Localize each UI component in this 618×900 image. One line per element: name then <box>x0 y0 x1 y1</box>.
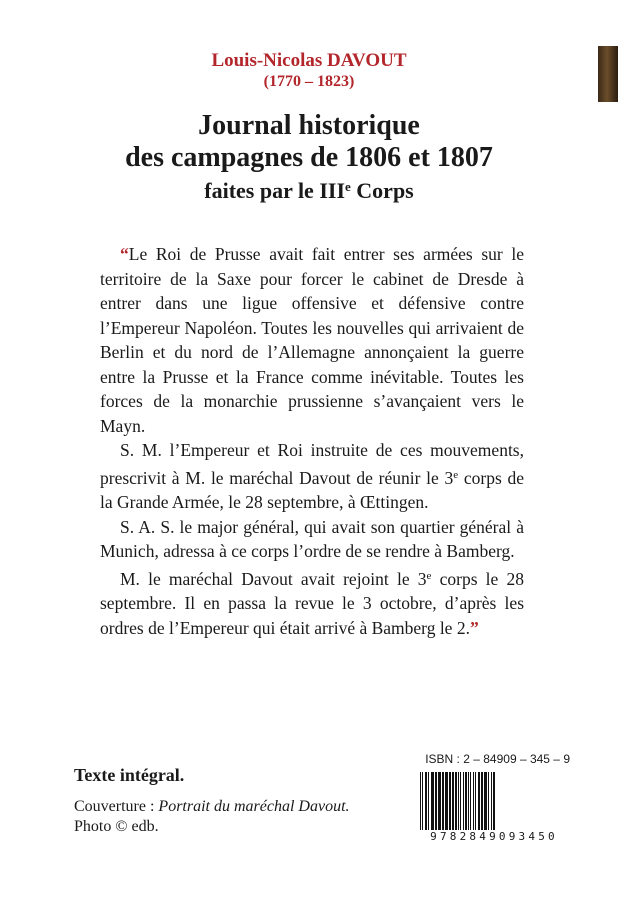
book-title-line-3: faites par le IIIe Corps <box>204 178 414 203</box>
barcode-bar <box>473 772 474 830</box>
barcode-bar <box>484 772 487 830</box>
barcode-bar <box>468 772 469 830</box>
barcode-bar <box>475 772 476 830</box>
barcode-bar <box>449 772 451 830</box>
barcode-bar <box>478 772 480 830</box>
back-cover-excerpt <box>100 242 524 640</box>
barcode-bar <box>420 772 421 830</box>
barcode-bar <box>425 772 427 830</box>
excerpt-paragraph: “Le Roi de Prusse avait fait entrer ses armées sur le territoire de la Saxe pour forcer le cabinet de Dresde à entrer dans une ligue offensive et défensive contre l’Empereur Napoléon. Toutes les nouvelles qui arrivaient de Berlin et du nord de l’Allemagne annonçaient la guerre entre la Prusse et la France comme inévitable. Toutes les forces de la monarchie prussienne s’avançaient vers le Mayn. <box>100 244 524 436</box>
barcode-bar <box>470 772 471 830</box>
barcode-bar <box>493 772 495 830</box>
barcode-bar <box>445 772 448 830</box>
barcode-digits: 9782849093450 <box>430 830 558 843</box>
barcode-bar <box>491 772 492 830</box>
barcode-bar <box>463 772 464 830</box>
barcode-bar <box>428 772 429 830</box>
author-dates: (1770 – 1823) <box>263 73 355 90</box>
barcode-bar <box>438 772 441 830</box>
barcode-bar <box>422 772 423 830</box>
full-text-note: Texte intégral. <box>74 765 185 785</box>
barcode-bar <box>455 772 457 830</box>
excerpt-paragraph: M. le maréchal Davout avait rejoint le 3e corps le 28 septembre. Il en passa la revue le 3 octobre, d’après les ordres de l’Empereur qui était arrivé à Bamberg le 2.” <box>100 568 524 638</box>
photo-credit: Photo © edb. <box>74 818 159 835</box>
cover-credit: Couverture : Portrait du maréchal Davout. Photo © edb. <box>74 798 350 835</box>
isbn-barcode <box>418 772 570 830</box>
barcode-bar <box>442 772 444 830</box>
author-name: Louis-Nicolas DAVOUT <box>211 50 407 71</box>
book-title-line-2: des campagnes de 1806 et 1807 <box>125 142 493 173</box>
excerpt-paragraph: S. A. S. le major général, qui avait son quartier général à Munich, adressa à ce corps l’ordre de se rendre à Bamberg. <box>100 516 524 561</box>
barcode-bar <box>431 772 434 830</box>
barcode-bar <box>458 772 459 830</box>
book-title-line-1: Journal historique <box>198 110 420 141</box>
close-quote-mark: ” <box>469 617 479 638</box>
barcode-bar <box>481 772 483 830</box>
isbn-label: ISBN : 2 – 84909 – 345 – 9 <box>425 752 570 766</box>
open-quote-mark: “ <box>120 244 129 264</box>
barcode-bar <box>435 772 437 830</box>
barcode-bar <box>465 772 467 830</box>
barcode-bar <box>488 772 489 830</box>
excerpt-paragraph: S. M. l’Empereur et Roi instruite de ces mouvements, prescrivit à M. le maréchal Davout de réunir le 3e corps de la Grande Armée, le 28 septembre, à Œttingen. <box>100 440 524 512</box>
barcode-bar <box>452 772 454 830</box>
barcode-bar <box>460 772 461 830</box>
